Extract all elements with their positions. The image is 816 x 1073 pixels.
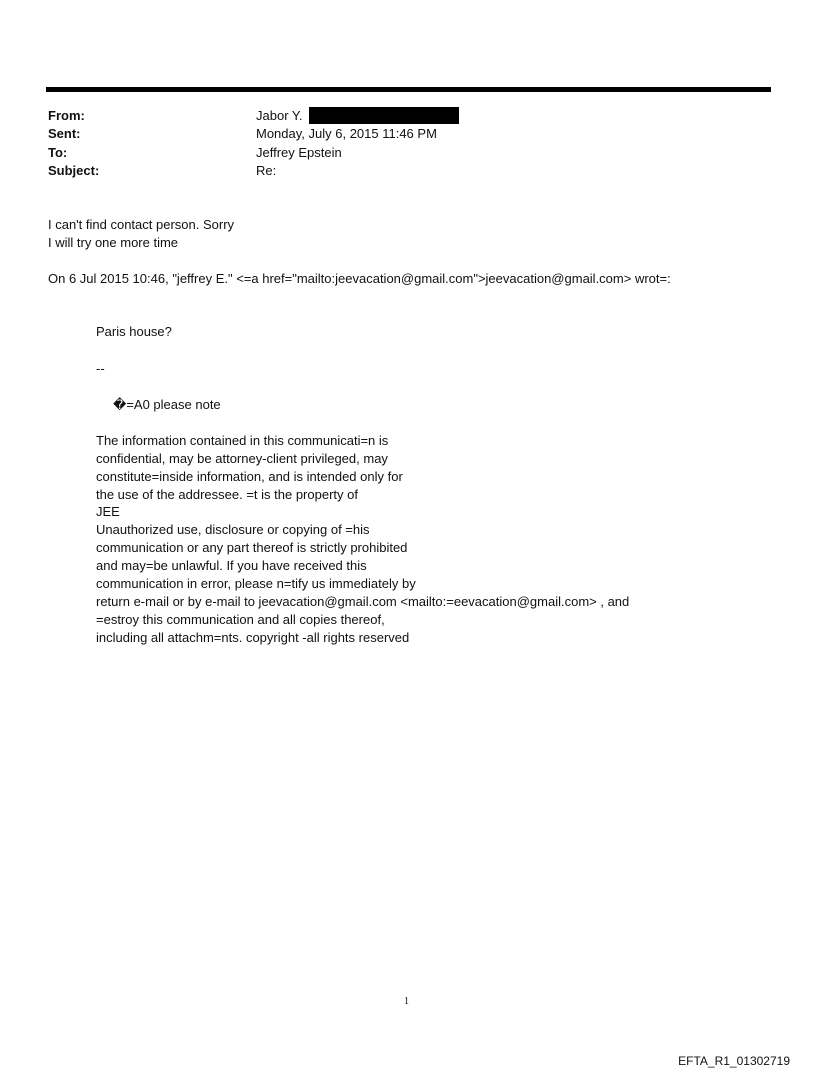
- disclaimer-line: Unauthorized use, disclosure or copying of =his: [96, 522, 370, 537]
- sent-label: Sent:: [48, 126, 81, 141]
- page-number: 1: [404, 996, 409, 1007]
- to-label: To:: [48, 145, 68, 160]
- sent-value: Monday, July 6, 2015 11:46 PM: [256, 126, 437, 141]
- disclaimer-line: including all attachm=nts. copyright -all rights reserved: [96, 630, 410, 645]
- disclaimer-line: constitute=inside information, and is intended only for: [96, 469, 403, 484]
- disclaimer-line: confidential, may be attorney-client privileged, may: [96, 451, 388, 466]
- signature-separator: --: [96, 361, 105, 376]
- document-id: EFTA_R1_01302719: [678, 1054, 790, 1068]
- quoted-message: Paris house?: [96, 324, 172, 339]
- disclaimer-line: =estroy this communication and all copies thereof,: [96, 612, 385, 627]
- from-label: From:: [48, 108, 85, 123]
- to-value: Jeffrey Epstein: [256, 145, 342, 160]
- quote-attribution: On 6 Jul 2015 10:46, "jeffrey E." <=a href="mailto:jeevacation@gmail.com">jeevacation@gmail.com> wrot=:: [48, 271, 671, 286]
- header-rule: [46, 87, 771, 92]
- redaction-bar: [309, 107, 459, 124]
- from-value: Jabor Y.: [256, 108, 303, 123]
- please-note: �=A0 please note: [113, 397, 221, 412]
- disclaimer-line: the use of the addressee. =t is the property of: [96, 487, 358, 502]
- subject-label: Subject:: [48, 163, 100, 178]
- disclaimer-line: The information contained in this communicati=n is: [96, 433, 389, 448]
- body-line: I will try one more time: [48, 235, 179, 250]
- disclaimer-line: communication or any part thereof is strictly prohibited: [96, 540, 408, 555]
- disclaimer-line: communication in error, please n=tify us immediately by: [96, 576, 416, 591]
- subject-value: Re:: [256, 163, 277, 178]
- disclaimer-line: JEE: [96, 504, 120, 519]
- disclaimer-line: return e-mail or by e-mail to jeevacation@gmail.com <mailto:=eevacation@gmail.com> , and: [96, 594, 630, 609]
- disclaimer-line: and may=be unlawful. If you have received this: [96, 558, 367, 573]
- body-line: I can't find contact person. Sorry: [48, 217, 235, 232]
